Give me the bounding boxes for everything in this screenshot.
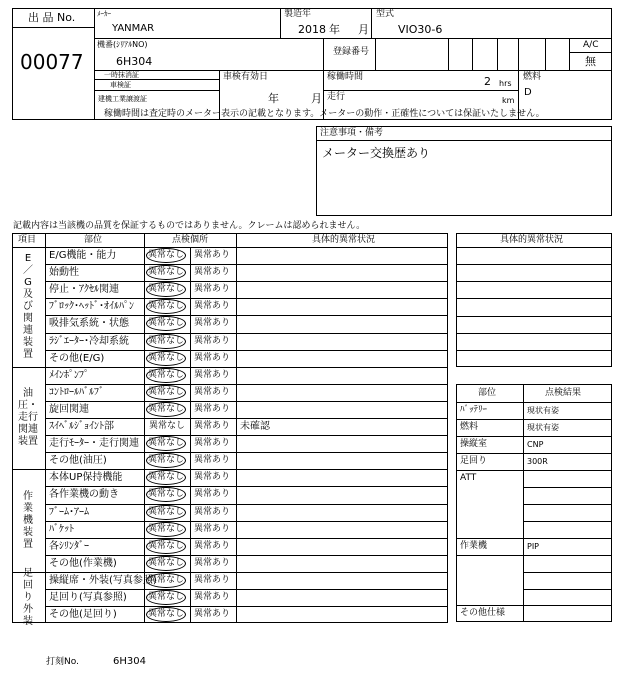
part-label: 吸排気系統・状態 — [49, 318, 129, 330]
ok-circle: 異常なし — [146, 607, 186, 622]
group-label-3: 足回り外装 — [23, 567, 33, 627]
ok-circle: 異常なし — [146, 351, 186, 366]
table-header-3: 具体的異常状況 — [312, 235, 376, 245]
ng-label: 異常あり — [194, 592, 231, 602]
model-label: 型式 — [376, 9, 395, 19]
ng-label: 異常あり — [194, 455, 231, 466]
part-label: E/G機能・能力 — [49, 250, 117, 261]
travel-label: 走行 — [327, 92, 346, 102]
result-value: PIP — [527, 542, 540, 551]
result-value: 現状有姿 — [527, 423, 559, 432]
result-part: ﾊﾞｯﾃﾘｰ — [460, 405, 488, 415]
ok-circle: 異常なし — [146, 299, 186, 314]
ng-label: 異常あり — [194, 506, 231, 517]
part-label: 走行ﾓｰﾀｰ・走行関連 — [49, 438, 139, 450]
part-label: その他(E/G) — [49, 352, 105, 364]
ok-circle: 異常なし — [146, 316, 186, 331]
hours-note: 稼働時間は査定時のメーター表示の記載となります。メーターの動作・正確性については保証いたしません。 — [104, 109, 545, 119]
ng-label: 異常あり — [194, 489, 231, 500]
year-value: 2018 — [298, 23, 326, 36]
ok-circle: 異常なし — [146, 453, 186, 468]
group-label-2: 作業機装置 — [23, 490, 33, 550]
result-part: 足回り — [460, 456, 488, 466]
ng-label: 異常あり — [194, 335, 231, 346]
side-header: 具体的異常状況 — [500, 235, 564, 245]
travel-unit: km — [502, 96, 515, 105]
month-unit: 月 — [358, 23, 369, 36]
lot-number: 00077 — [20, 50, 84, 74]
ok-circle: 異常なし — [146, 505, 186, 520]
inspection-label: 車検有効日 — [223, 72, 269, 82]
ok-circle: 異常なし — [146, 487, 186, 502]
ac-label: A/C — [583, 40, 599, 50]
lot-label: 出 品 No. — [28, 11, 76, 24]
ok-circle: 異常なし — [146, 265, 186, 280]
result-value: 300R — [527, 457, 548, 466]
table-header-2: 点検個所 — [172, 235, 209, 245]
cert-vehicle: 車検証 — [110, 81, 131, 89]
result-header-part: 部位 — [478, 388, 497, 398]
spec-box — [94, 8, 612, 120]
side-frame — [456, 233, 612, 367]
serial-label: 機番(ｼﾘｱﾙNO) — [97, 40, 148, 49]
hours-value: 2 — [484, 75, 491, 88]
ok-circle: 異常なし — [146, 573, 186, 588]
ng-label: 異常あり — [194, 250, 231, 260]
part-label: 本体UP保持機能 — [49, 472, 123, 484]
hours-unit: hrs — [499, 79, 512, 88]
ng-label: 異常あり — [194, 352, 231, 363]
ng-label: 異常あり — [194, 369, 231, 380]
part-label: ｺﾝﾄﾛｰﾙﾊﾞﾙﾌﾞ — [49, 386, 104, 398]
ok-circle: 異常なし — [146, 436, 186, 451]
group-label-1: 油圧・走行関連装置 — [18, 387, 38, 447]
ng-label: 異常あり — [194, 267, 231, 278]
ng-label: 異常あり — [194, 386, 231, 397]
ac-value: 無 — [585, 55, 596, 68]
ok-circle: 異常なし — [146, 248, 186, 263]
maker-label: ﾒｰｶｰ — [97, 10, 111, 18]
ok-circle: 異常なし — [146, 368, 186, 383]
ng-label: 異常あり — [194, 574, 231, 585]
ng-label: 異常あり — [194, 609, 231, 620]
serial-value: 6H304 — [116, 55, 153, 68]
stamp-value: 6H304 — [113, 656, 146, 667]
ng-label: 異常あり — [194, 421, 231, 431]
fuel-label: 燃料 — [523, 72, 542, 82]
result-part: ATT — [460, 473, 477, 483]
ng-label: 異常あり — [194, 540, 231, 551]
ok-circle: 異常なし — [146, 334, 186, 349]
group-label-0: E／G及び関連装置 — [23, 252, 33, 360]
part-label: その他(油圧) — [49, 455, 107, 467]
ng-label: 異常あり — [194, 301, 231, 312]
part-label: 始動性 — [49, 267, 79, 279]
insp-year-unit: 年 — [268, 92, 279, 105]
part-label: 各ｼﾘﾝﾀﾞｰ — [49, 540, 89, 552]
ok-circle: 異常なし — [146, 556, 186, 571]
ng-label: 異常あり — [194, 438, 231, 449]
year-unit: 年 — [329, 23, 340, 36]
cert-transfer: 建機工業譲渡証 — [98, 95, 147, 103]
ok-label: 異常なし — [149, 421, 186, 431]
table-header-0: 項目 — [18, 235, 37, 245]
ok-circle: 異常なし — [146, 282, 186, 297]
cert-temp-cancel: 一時抹消証 — [104, 71, 139, 79]
part-label: その他(足回り) — [49, 609, 117, 621]
ok-circle: 異常なし — [146, 590, 186, 605]
part-label: ﾌﾞﾛｯｸ･ﾍｯﾄﾞ･ｵｲﾙﾊﾟﾝ — [49, 301, 134, 313]
result-part: 操縦室 — [460, 439, 488, 449]
result-value: CNP — [527, 440, 544, 449]
part-label: 旋回関連 — [49, 403, 89, 415]
ng-label: 異常あり — [194, 472, 231, 483]
detail-text: 未確認 — [240, 421, 270, 432]
part-label: その他(作業機) — [49, 557, 117, 569]
year-label: 製造年 — [284, 9, 312, 19]
ok-circle: 異常なし — [146, 385, 186, 400]
result-header-result: 点検結果 — [545, 388, 582, 398]
ok-circle: 異常なし — [146, 522, 186, 537]
part-label: ﾊﾞｹｯﾄ — [49, 523, 74, 535]
reg-label: 登録番号 — [333, 47, 370, 57]
stamp-label: 打刻No. — [46, 657, 79, 667]
result-part: その他仕様 — [460, 608, 506, 618]
part-label: 停止・ｱｸｾﾙ関連 — [49, 284, 119, 296]
ok-circle: 異常なし — [146, 402, 186, 417]
model-value: VIO30-6 — [398, 23, 443, 36]
ng-label: 異常あり — [194, 284, 231, 295]
result-part: 作業機 — [460, 541, 488, 551]
table-header-1: 部位 — [84, 235, 103, 245]
ok-circle: 異常なし — [146, 539, 186, 554]
part-label: ﾌﾞｰﾑ･ｱｰﾑ — [49, 506, 89, 518]
ng-label: 異常あり — [194, 523, 231, 534]
insp-month-unit: 月 — [311, 92, 322, 105]
part-label: 各作業機の動き — [49, 489, 119, 501]
part-label: ﾒｲﾝﾎﾟﾝﾌﾟ — [49, 369, 89, 381]
part-label: 操縦席・外装(写真参照) — [49, 574, 157, 586]
maker-value: YANMAR — [112, 23, 155, 34]
ng-label: 異常あり — [194, 557, 231, 568]
disclaimer: 記載内容は当該機の品質を保証するものではありません。クレームは認められません。 — [13, 221, 366, 231]
remarks-label: 注意事項・備考 — [320, 128, 384, 138]
ng-label: 異常あり — [194, 403, 231, 414]
result-value: 現状有姿 — [527, 406, 559, 415]
ok-circle: 異常なし — [146, 470, 186, 485]
fuel-value: D — [524, 87, 532, 98]
remarks-text: メーター交換歴あり — [322, 146, 431, 160]
part-label: ﾗｼﾞｴｰﾀｰ･冷却系統 — [49, 335, 129, 347]
part-label: ｽｲﾍﾞﾙｼﾞｮｲﾝﾄ部 — [49, 421, 114, 432]
part-label: 足回り(写真参照) — [49, 592, 127, 603]
hours-label: 稼働時間 — [327, 72, 364, 82]
ng-label: 異常あり — [194, 318, 231, 329]
result-part: 燃料 — [460, 422, 479, 432]
